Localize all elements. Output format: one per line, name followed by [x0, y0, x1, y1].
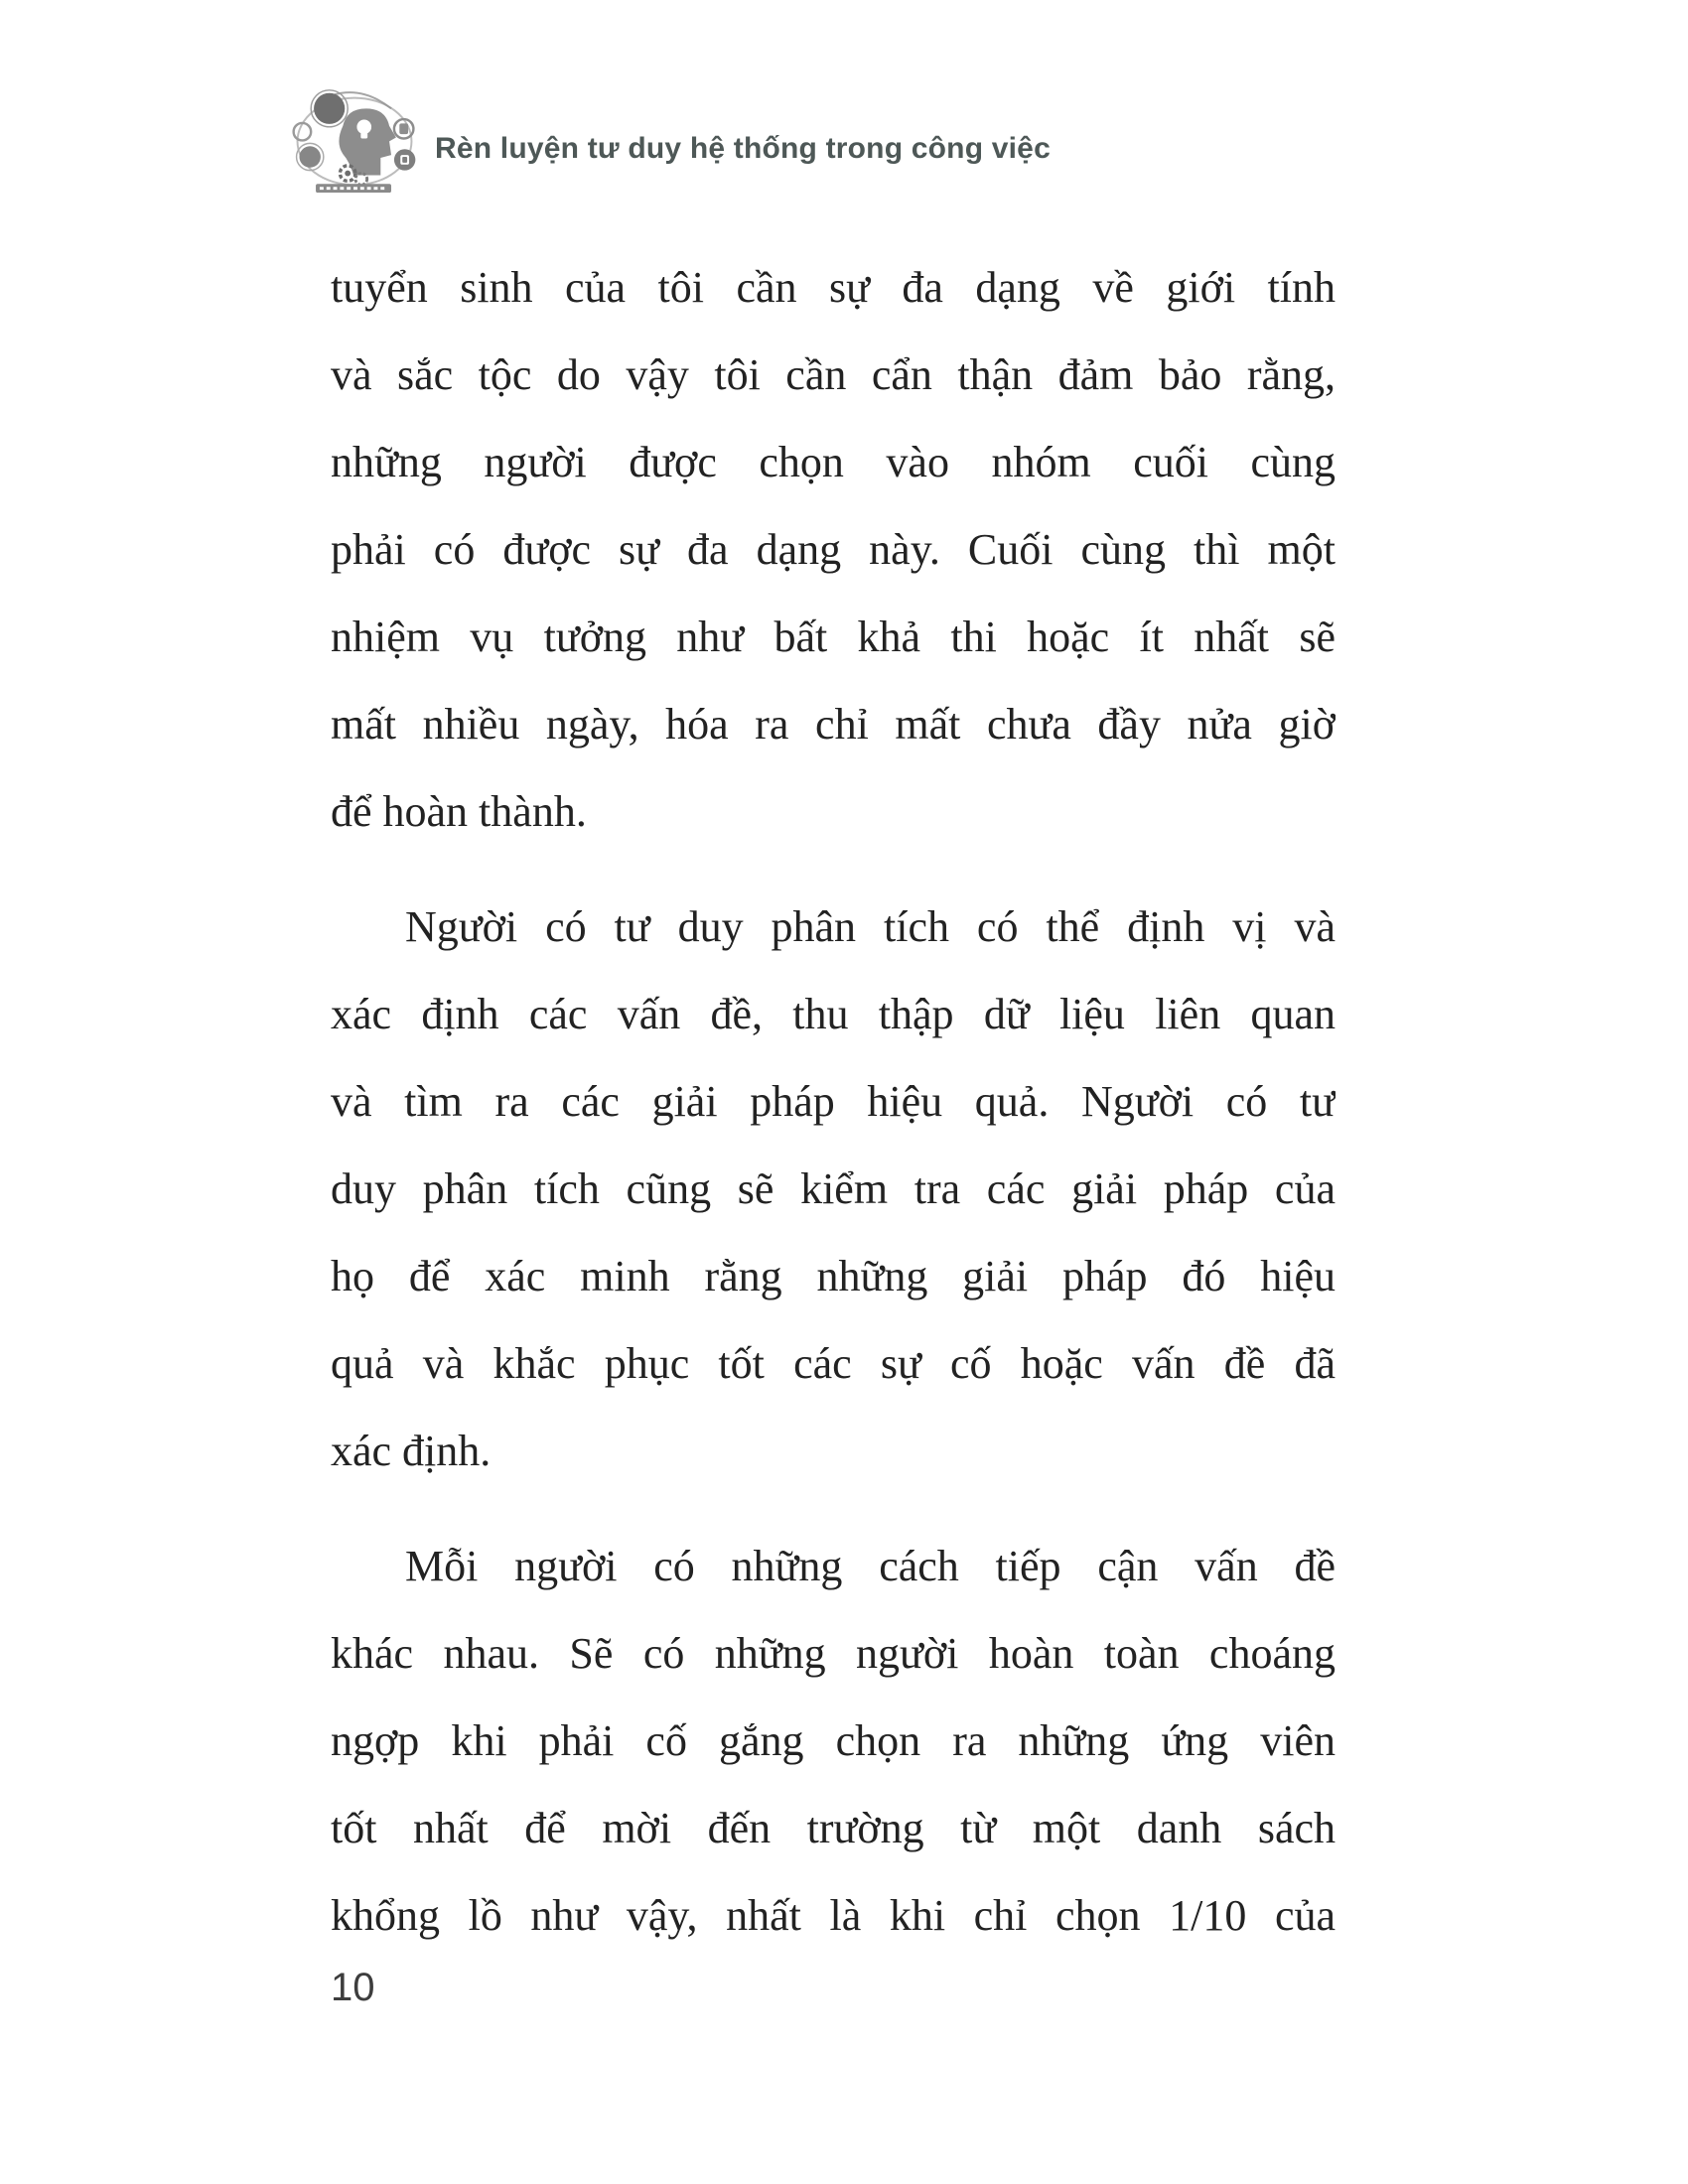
text-line: mất nhiều ngày, hóa ra chỉ mất chưa đầy nửa giờ	[331, 700, 1336, 749]
text-line: những người được chọn vào nhóm cuối cùng	[331, 438, 1336, 486]
page-header	[286, 83, 1051, 195]
text-line: tốt nhất để mời đến trường từ một danh sách	[331, 1804, 1336, 1852]
text-line: và sắc tộc do vậy tôi cần cẩn thận đảm bảo rằng,	[331, 350, 1336, 399]
text-line: duy phân tích cũng sẽ kiểm tra các giải pháp của	[331, 1164, 1336, 1213]
text-line: Người có tư duy phân tích có thể định vị và	[405, 902, 1336, 951]
text-line: ngợp khi phải cố gắng chọn ra những ứng viên	[331, 1716, 1336, 1765]
text-line: và tìm ra các giải pháp hiệu quả. Người có tư	[331, 1077, 1336, 1126]
paragraph	[331, 244, 1336, 856]
text-line: khổng lồ như vậy, nhất là khi chỉ chọn 1/10 của	[331, 1891, 1336, 1940]
paragraph	[331, 1523, 1336, 1960]
text-line: xác định các vấn đề, thu thập dữ liệu liên quan	[331, 990, 1336, 1038]
text-line: quả và khắc phục tốt các sự cố hoặc vấn đề đã	[331, 1339, 1336, 1388]
text-line: xác định.	[331, 1427, 492, 1475]
text-line: khác nhau. Sẽ có những người hoàn toàn choáng	[331, 1629, 1336, 1678]
text-line: để hoàn thành.	[331, 787, 587, 836]
text-line: phải có được sự đa dạng này. Cuối cùng thì một	[331, 525, 1336, 574]
page-title: Rèn luyện tư duy hệ thống trong công việc	[435, 132, 1051, 165]
page-body	[331, 244, 1336, 1960]
page-number: 10	[331, 1966, 375, 2009]
text-line: họ để xác minh rằng những giải pháp đó hiệu	[331, 1252, 1336, 1300]
text-line: Mỗi người có những cách tiếp cận vấn đề	[405, 1542, 1336, 1590]
head-lightbulb-gears-icon	[286, 83, 423, 195]
text-line: tuyển sinh của tôi cần sự đa dạng về giới tính	[331, 263, 1336, 312]
paragraph	[331, 884, 1336, 1495]
text-line: nhiệm vụ tưởng như bất khả thi hoặc ít nhất sẽ	[331, 613, 1336, 661]
